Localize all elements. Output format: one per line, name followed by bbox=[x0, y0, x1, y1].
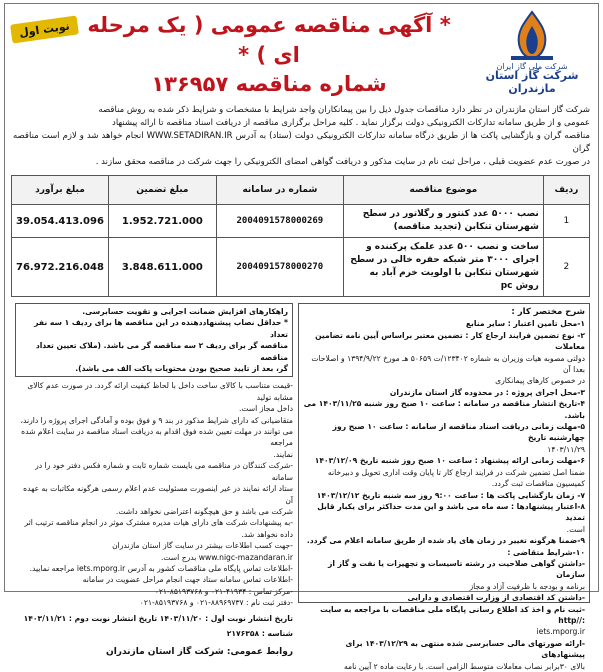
table-row bbox=[12, 238, 590, 297]
text-line: بالای ۳۰برابر نصاب معاملات متوسط الزامی است. با رعایت ماده ۲ آیین نامه bbox=[343, 661, 585, 671]
text-line: -داشتن کد اقتصادی از وزارت اقتصادی و دارایی bbox=[407, 593, 585, 603]
text-line: ۷- زمان بازگشایی پاکت ها : ساعت ۹:۰۰ روز سه شنبه تاریخ ۱۴۰۳/۱۲/۱۲ bbox=[316, 490, 585, 500]
text-line: -شرکت کنندگان در مناقصه می بایست شماره ثابت و شماره فکس دفتر خود را در سامانه bbox=[35, 461, 293, 482]
row-guarantee: 3.848.611.000 bbox=[108, 238, 216, 297]
notice-title bbox=[75, 10, 463, 70]
text-line: www.nigc-mazandaran.ir بدرج است. bbox=[160, 552, 293, 562]
header-system-no: شماره در سامانه bbox=[216, 176, 343, 205]
row-index: 1 bbox=[543, 205, 589, 238]
work-description-column bbox=[298, 303, 590, 671]
title-star-right: * bbox=[439, 13, 451, 37]
text-line: -جهت کسب اطلاعات بیشتر در سایت گاز استان مازندران bbox=[112, 541, 293, 551]
intro-line: عمومی و از طریق سامانه تدارکات الکترونیکی دولت برگزار نماید . کلیه مراحل برگزاری مناقصه از دریافت اسناد مناقصه تا ارائه پیشنهاد bbox=[112, 118, 590, 128]
text-line: ۳-محل اجرای پروژه : در محدوده گاز استان مازندران bbox=[389, 387, 585, 397]
text-line: -ثبت نام و اخذ کد اطلاع رسانی پایگاه ملی مناقصات با مراجعه به سایت ://http bbox=[320, 604, 585, 625]
public-relations-signature: روابط عمومی: شرکت گاز استان مازندران bbox=[106, 647, 293, 658]
text-line: دولتی مصوبه هیات وزیران به شماره ۱۲۳۴۰۲/ت ۵۰۶۵۹ هـ مورخ ۱۳۹۴/۹/۲۲ و اصلاحات بعدا آن bbox=[311, 353, 585, 375]
row-estimate: 39.054.413.096 bbox=[12, 205, 109, 238]
text-line: می توانند در مهلت تعیین شده فوق اقدام به دریافت اسناد مناقصه در سایت اعلام شده مراجعه bbox=[21, 427, 293, 448]
text-line: ۱۰-شرایط متقاضی : bbox=[507, 547, 585, 557]
title-block bbox=[75, 10, 463, 98]
text-line: ۵-مهلت زمانی دریافت اسناد مناقصه از سامانه : ساعت ۱۰ صبح روز چهارشنبه تاریخ bbox=[332, 422, 585, 443]
title-star-left: * bbox=[238, 43, 250, 67]
text-line: ۱-محل تامین اعتبار : سایر منابع bbox=[465, 319, 585, 329]
first-round-badge: نوبت اول bbox=[10, 15, 79, 43]
header-subject: موضوع مناقصه bbox=[343, 176, 543, 205]
requirements-line: گر، بعد از تایید صحیح بودن محتویات پاکت الف می باشد). bbox=[75, 364, 288, 374]
text-line: ضمنا اصل تضمین شرکت در فرایند ارجاع کار تا پایان وقت اداری تحویل و دبیرخانه bbox=[327, 467, 585, 477]
text-line: -به پیشنهادات شرکت های دارای هیات مدیره مشترک موثر در انجام مناقصه ترتیب اثر bbox=[24, 518, 293, 528]
intro-paragraph bbox=[5, 104, 598, 169]
requirements-line: مناقصه گر برای ردیف ۲ سه مناقصه گر می باشد. (ملاک تعیین تعداد مناقصه bbox=[35, 341, 288, 362]
text-line: برنامه و بودجه با ظرفیت آزاد و مجاز bbox=[469, 581, 585, 591]
text-line: -اطلاعات تماس پایگاه ملی مناقصات کشور به آدرس iets.mporg.ir مراجعه نمایید. bbox=[29, 563, 293, 573]
work-description-title: شرح مختصر کار : bbox=[511, 307, 585, 317]
text-line: ۸-اعتبار پیشنهادها : سه ماه می باشد و این مدت حداکثر برای یکبار قابل تمدید bbox=[317, 501, 585, 523]
text-line: متقاضیانی که دارای شرایط مذکور در بند ۹ و فوق بوده و آمادگی اجرای پروژه را دارند، bbox=[20, 415, 293, 425]
text-line: ۶-مهلت زمانی ارائه پیشنهاد : ساعت ۱۰ صبح روز شنبه تاریخ ۱۴۰۳/۱۲/۰۹ bbox=[314, 456, 585, 466]
header-estimate: مبلغ برآورد bbox=[12, 176, 109, 205]
text-line: -قیمت متناسب با کالای ساخت داخل با لحاظ کیفیت ارائه گردد. در صورت عدم کالای مشابه تولید bbox=[27, 381, 293, 402]
text-line: ۴-تاریخ انتشار مناقصه در سامانه : ساعت ۱۰ صبح روز شنبه ۱۴۰۳/۱۱/۲۵ می باشد. bbox=[303, 399, 585, 420]
text-line: ۹-ضمنا هرگونه تغییر در زمان های یاد شده از طریق سامانه اعلام می گردد. bbox=[306, 536, 585, 546]
row-index: 2 bbox=[543, 238, 589, 297]
text-line: ۱۴۰۳/۱۱/۲۹ bbox=[547, 444, 585, 454]
text-line: -دفتر ثبت نام : ۸۸۹۶۹۷۳۷-۰۲۱ و ۸۵۱۹۳۷۶۸-۰۲۱ bbox=[139, 598, 293, 608]
requirements-box bbox=[15, 303, 293, 377]
text-line: نمایند. bbox=[273, 449, 293, 459]
text-line: iets.mporg.ir bbox=[536, 627, 585, 637]
row-system-no: 2004091578000270 bbox=[216, 238, 343, 297]
company-logo bbox=[472, 10, 592, 95]
gas-flame-icon bbox=[501, 10, 563, 62]
text-line: ستاد ارائه نمایند در غیر اینصورت مسئولیت عدم اعلام رسمی هرگونه مکاتبات به عهده آن bbox=[23, 484, 293, 505]
row-subject: ساخت و نصب ۵۰۰ عدد علمک پرکننده و اجرای ۳۰۰۰ متر شبکه حفره خالی در سطح شهرستان تنکابن با اولویت خرم آباد به روش pc bbox=[343, 238, 543, 297]
notice-code: شناسه : ۲۱۷۶۳۵۸ bbox=[226, 628, 293, 638]
notice-title-text: آگهی مناقصه عمومی ( یک مرحله ای ) bbox=[87, 13, 433, 67]
text-line: -اطلاعات تماس سامانه ستاد جهت انجام مراحل عضویت در سامانه bbox=[82, 575, 293, 585]
tender-notice bbox=[4, 3, 599, 671]
text-line: در خصوص کارهای پیمانکاری bbox=[495, 376, 585, 386]
work-description-list bbox=[303, 318, 585, 672]
row-guarantee: 1.952.721.000 bbox=[108, 205, 216, 238]
publish-dates: تاریخ انتشار نوبت اول : ۱۴۰۳/۱۱/۲۰ تاریخ انتشار نوبت دوم : ۱۴۰۳/۱۱/۲۱ bbox=[23, 613, 293, 623]
row-estimate: 76.972.216.048 bbox=[12, 238, 109, 297]
text-line: کمیسیون مناقصات ثبت گردد. bbox=[491, 479, 585, 489]
logo-title: شرکت گاز استان مازندران bbox=[485, 69, 579, 95]
row-subject: نصب ۵۰۰۰ عدد کنتور و رگلاتور در سطح شهرستان تنکابن (تجدید مناقصه) bbox=[343, 205, 543, 238]
intro-line: شرکت گاز استان مازندران در نظر دارد مناقصات جدول ذیل را بین پیمانکاران واجد شرایط با مشخصات و شرایط ذکر شده به روش مناقصه bbox=[98, 105, 590, 115]
text-line: -داشتن گواهی صلاحیت در رشته تاسیسات و تجهیزات یا نفت و گاز از سازمان bbox=[327, 558, 585, 580]
details-section bbox=[13, 303, 590, 671]
row-system-no: 2004091578000269 bbox=[216, 205, 343, 238]
text-line: -مرکز تماس : ۴۱۹۳۴-۰۲۱ و ۸۵۱۹۳۷۶۸-۰۲۱ bbox=[154, 586, 293, 596]
text-line: ۲- نوع تضمین فرایند ارجاع کار : تضمین معتبر براساس آیین نامه تضامین معاملات bbox=[315, 330, 585, 352]
intro-line: در صورت عدم عضویت قبلی ، مراحل ثبت نام در سایت مذکور و دریافت گواهی امضای الکترونیکی را جهت شرکت در مناقصه محقق سازند . bbox=[95, 157, 590, 167]
text-line: -ارائه صورتهای مالی حسابرسی شده منتهی به ۱۴۰۳/۱۲/۲۹ برای پیشنهادهای bbox=[345, 638, 585, 660]
requirements-line: راهکارهای افزایش ضمانت اجرایی و تقویت حسابرسی. bbox=[82, 307, 288, 316]
tender-number: شماره مناقصه ۱۳۶۹۵۷ bbox=[151, 72, 387, 96]
conditions-column bbox=[13, 303, 295, 658]
table-header-row bbox=[12, 176, 590, 205]
logo-subtitle: شرکت ملی گاز ایران bbox=[496, 62, 568, 71]
table-row bbox=[12, 205, 590, 238]
header-index: ردیف bbox=[543, 176, 589, 205]
conditions-list bbox=[15, 380, 293, 608]
text-line: شرکت می باشد و حق هیچگونه اعتراضی نخواهد داشت. bbox=[115, 506, 293, 516]
intro-line: مناقصه گران و بازگشایی پاکت ها از طریق درگاه سامانه تدارکات الکترونیکی دولت (ستاد) به آدرس WWW.SETADIRAN.IR انجام خواهد شد و لازم است مناقصه گران bbox=[13, 131, 590, 154]
text-line: داده نخواهد شد. bbox=[241, 529, 293, 539]
text-line: است. bbox=[566, 524, 585, 534]
tender-table bbox=[11, 175, 590, 297]
header-guarantee: مبلغ تضمین bbox=[108, 176, 216, 205]
notice-header bbox=[5, 4, 598, 104]
text-line: داخل مجاز است. bbox=[238, 404, 293, 414]
requirements-line: * حداقل نصاب پیشنهاددهنده در این مناقصه ها برای ردیف ۱ سه نفر تعداد bbox=[34, 318, 288, 339]
